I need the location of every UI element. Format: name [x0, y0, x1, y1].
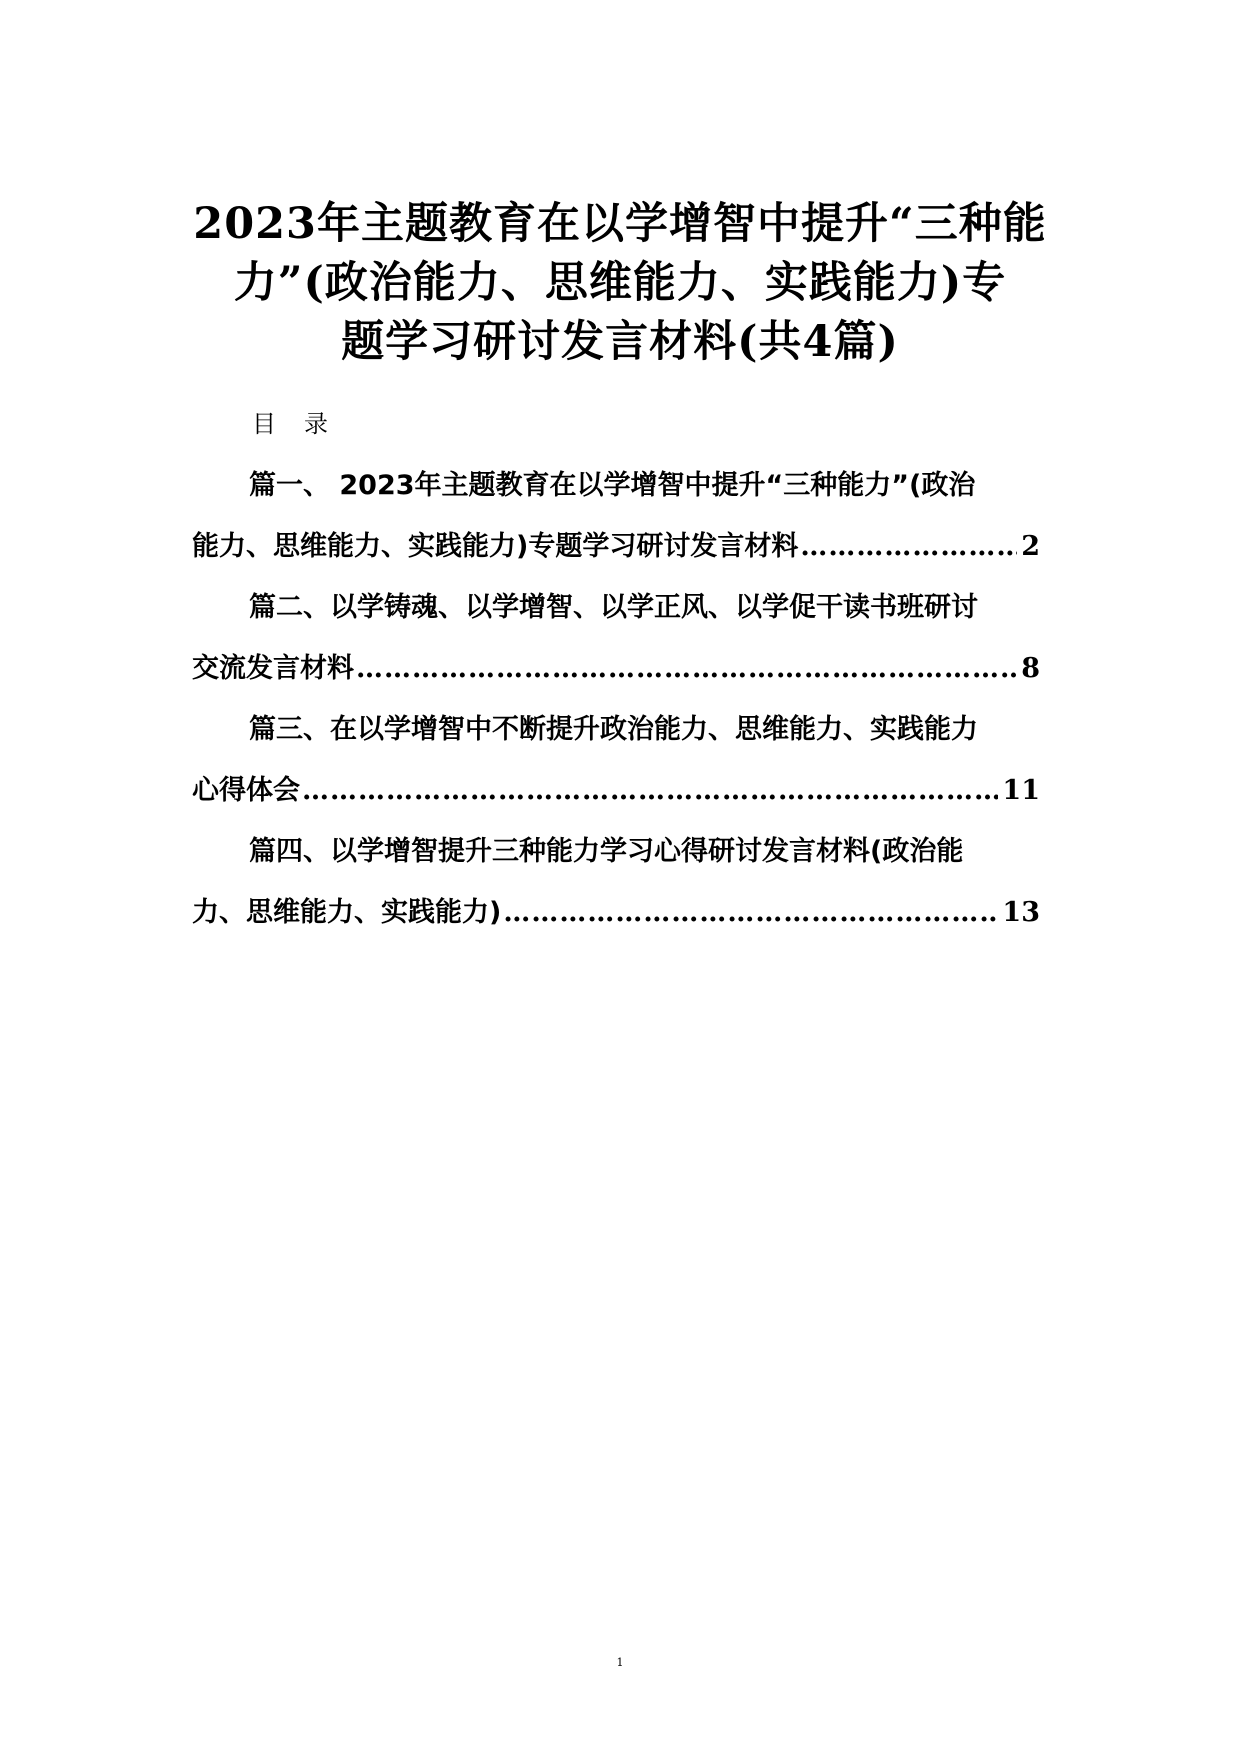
- title-line-2: 力”(政治能力、思维能力、实践能力)专: [233, 258, 1007, 308]
- toc-entry-title-line2: 交流发言材料: [192, 653, 354, 684]
- toc-entry-title-line1: 篇一、 2023年主题教育在以学增智中提升“三种能力”(政治: [249, 470, 976, 501]
- title-line-1: 2023年主题教育在以学增智中提升“三种能: [193, 199, 1047, 249]
- toc-entry-title-line2-row: [192, 882, 1040, 943]
- toc-entry-title-line2: 心得体会: [192, 775, 300, 806]
- toc-entry-title-line1: 篇三、在以学增智中不断提升政治能力、思维能力、实践能力: [249, 714, 978, 745]
- toc-entry-1[interactable]: [192, 455, 1040, 577]
- toc-leader-dots: [503, 882, 998, 943]
- toc-entry-title-line1: 篇二、以学铸魂、以学增智、以学正风、以学促干读书班研讨: [249, 592, 978, 623]
- toc-entry-3[interactable]: [192, 699, 1040, 821]
- toc-leader-dots: [302, 760, 998, 821]
- toc-entry-title-line2: 能力、思维能力、实践能力)专题学习研讨发言材料: [192, 531, 799, 562]
- toc-entry-title-line1: 篇四、以学增智提升三种能力学习心得研讨发言材料(政治能: [249, 836, 964, 867]
- toc-entry-4[interactable]: [192, 821, 1040, 943]
- document-title: [185, 195, 1055, 372]
- toc-leader-dots: [356, 638, 1017, 699]
- toc-entry-title-line2-row: [192, 760, 1040, 821]
- toc-heading: 目录: [252, 410, 356, 438]
- toc-entry-2[interactable]: [192, 577, 1040, 699]
- toc-leader-dots: [800, 516, 1017, 577]
- toc-entry-title-line2: 力、思维能力、实践能力): [192, 897, 502, 928]
- toc-page-number: 8: [1021, 653, 1040, 684]
- toc-entry-title-line2-row: [192, 638, 1040, 699]
- toc-page-number: 2: [1021, 531, 1040, 562]
- toc-entry-title-line2-row: [192, 516, 1040, 577]
- title-line-3: 题学习研讨发言材料(共4篇): [341, 317, 899, 367]
- toc-page-number: 13: [1002, 897, 1040, 928]
- table-of-contents: [192, 455, 1040, 943]
- toc-page-number: 11: [1002, 775, 1040, 806]
- page-number: 1: [616, 1656, 624, 1669]
